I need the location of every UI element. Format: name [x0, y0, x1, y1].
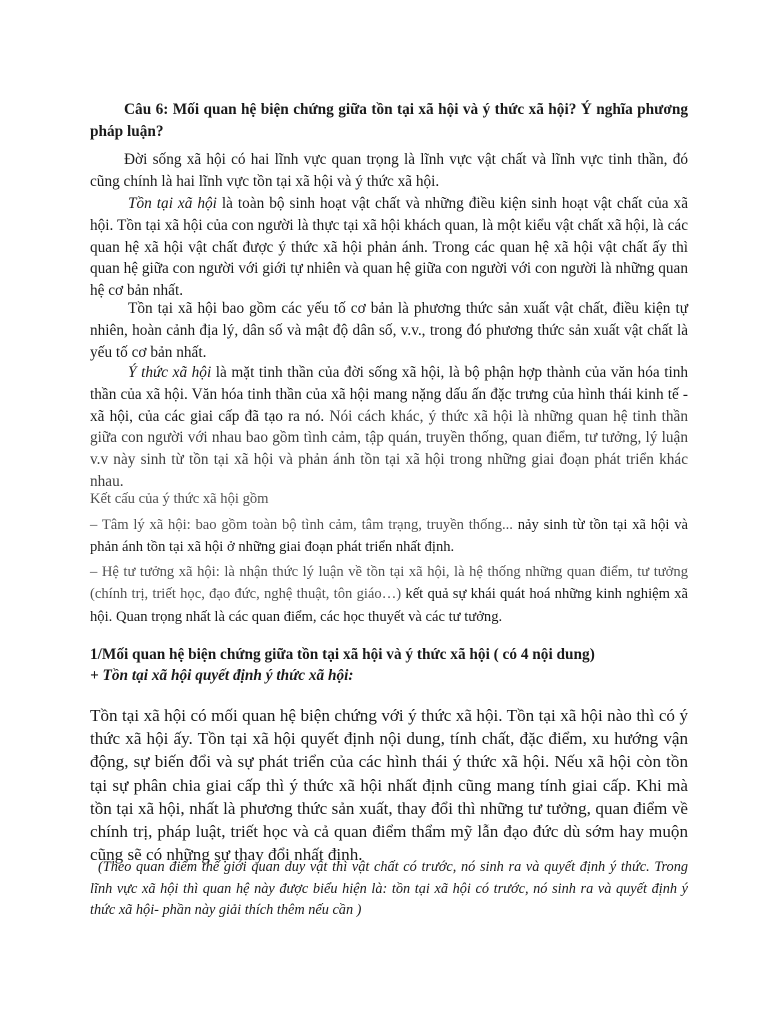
social-ideology-rest: kết quả sự khái quát hoá những kinh nghiệm xã hội. Quan trọng nhất là các quan điểm, các học thuyết và các tư tưởng. [90, 586, 688, 625]
social-consciousness-extra-text: Nói cách khác, ý thức xã hội là những quan hệ tinh thần giữa con người với nhau bao gồm tình cảm, tập quán, truyền thống, quan điểm, tư tưởng, lý luận v.v này sinh từ tồn tại xã hội và phản ánh tồn tại xã hội trong những giai đoạn phát triển khác nhau. [90, 407, 688, 490]
section-heading-text: 1/Mối quan hệ biện chứng giữa tồn tại xã hội và ý thức xã hội ( có 4 nội dung) [90, 646, 595, 663]
social-existence-term: Tồn tại xã hội [128, 195, 217, 212]
explanatory-note: (Theo quan điểm thế giới quan duy vật thì vật chất có trước, nó sinh ra và quyết định ý thức. Trong lĩnh vực xã hội thì quan hệ này được biểu hiện là: tồn tại xã hội có trước, nó sinh ra và quyết định ý thức xã hội- phần này giải thích thêm nếu cần ) [90, 859, 688, 918]
social-psychology-rest: nảy sinh từ tồn tại xã hội và phản ánh tồn tại xã hội ở những giai đoạn phát triển nhất định. [90, 517, 688, 556]
social-ideology-lead: – Hệ tư tưởng xã hội: là nhận thức lý luận về tồn tại xã hội, là hệ thống những quan điểm, tư tưởng (chính trị, triết học, đạo đức, nghệ thuật, tôn giáo…) [90, 564, 688, 603]
social-psychology-item [90, 514, 688, 559]
social-psychology-lead: – Tâm lý xã hội: bao gồm toàn bộ tình cảm, tâm trạng, truyền thống... [90, 517, 513, 533]
social-consciousness-main-text: là mặt tinh thần của đời sống xã hội, là bộ phận hợp thành của văn hóa tinh thần của xã hội. Văn hóa tinh thần của xã hội mang nặng dấu ấn đặc trưng của hình thái kinh tế - xã hội, của các giai cấp đã tạo ra nó. [90, 364, 688, 425]
social-existence-text: là toàn bộ sinh hoạt vật chất và những điều kiện sinh hoạt vật chất của xã hội. Tồn tại xã hội của con người là thực tại xã hội khách quan, là một kiểu vật chất xã hội, là các quan hệ xã hội vật chất được ý thức xã hội phản ánh. Trong các quan hệ xã hội vật chất ấy thì quan hệ giữa con người với giới tự nhiên và quan hệ giữa con người với con người là những quan hệ cơ bản nhất. [90, 195, 688, 300]
social-existence-paragraph [90, 193, 688, 302]
social-ideology-item [90, 561, 688, 628]
section-subheading [90, 665, 688, 686]
intro-paragraph: Đời sống xã hội có hai lĩnh vực quan trọng là lĩnh vực vật chất và lĩnh vực tinh thần, đó cũng chính là hai lĩnh vực tồn tại xã hội và ý thức xã hội. [90, 151, 688, 190]
question-title [90, 99, 688, 143]
structure-heading: Kết cấu của ý thức xã hội gồm [90, 491, 269, 507]
section-subheading-text: + Tồn tại xã hội quyết định ý thức xã hội: [90, 667, 354, 684]
social-consciousness-paragraph [90, 362, 688, 493]
question-title-text: Câu 6: Mối quan hệ biện chứng giữa tồn tại xã hội và ý thức xã hội? Ý nghĩa phương pháp luận? [90, 101, 688, 140]
section-body-paragraph: Tồn tại xã hội có mối quan hệ biện chứng với ý thức xã hội. Tồn tại xã hội nào thì có ý thức xã hội ấy. Tồn tại xã hội quyết định nội dung, tính chất, đặc điểm, xu hướng vận động, sự biến đổi và sự phát triển của các hình thái ý thức xã hội. Nếu xã hội còn tồn tại sự phân chia giai cấp thì ý thức xã hội nhất định cũng mang tính giai cấp. Khi mà tồn tại xã hội, nhất là phương thức sản xuất, thay đổi thì những tư tưởng, quan điểm về chính trị, pháp luật, triết học và cả quan điểm thẩm mỹ lẫn đạo đức dù sớm hay muộn cũng sẽ có những sự thay đổi nhất định. [90, 706, 688, 865]
section-heading [90, 644, 688, 665]
social-consciousness-term: Ý thức xã hội [128, 364, 212, 381]
components-paragraph: Tồn tại xã hội bao gồm các yếu tố cơ bản là phương thức sản xuất vật chất, điều kiện tự nhiên, hoàn cảnh địa lý, dân số và mật độ dân số, v.v., trong đó phương thức sản xuất vật chất là yếu tố cơ bản nhất. [90, 300, 688, 361]
